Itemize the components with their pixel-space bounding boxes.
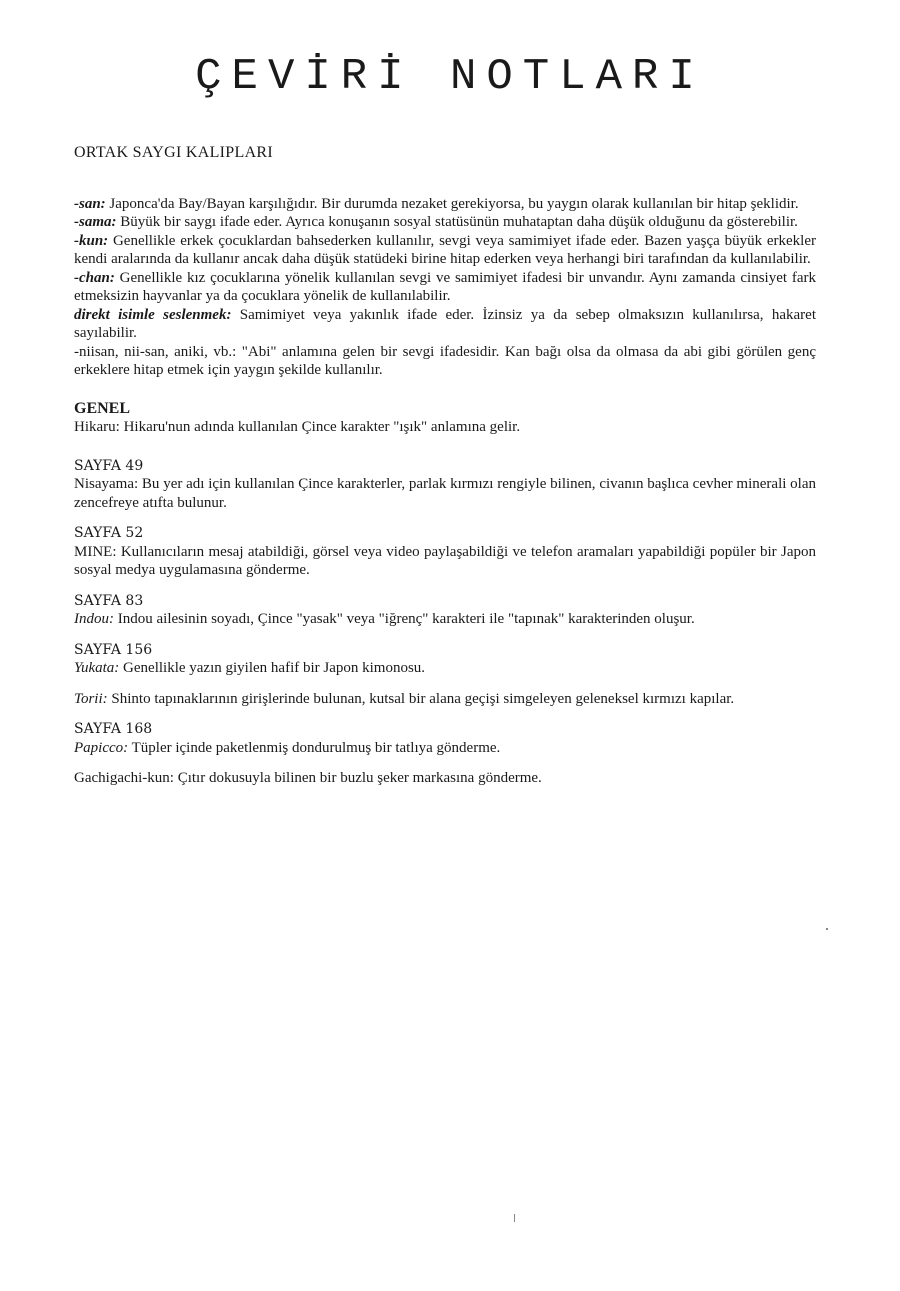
- note-text: Büyük bir saygı ifade eder. Ayrıca konuşanın sosyal statüsünün muhataptan daha düşük olduğunu da gösterebilir.: [116, 214, 798, 230]
- section-heading-general: GENEL: [74, 399, 131, 417]
- note-text: Indou ailesinin soyadı, Çince "yasak" veya "iğrenç" karakteri ile "tapınak" karakterinden oluşur.: [114, 611, 695, 627]
- page-heading-156: SAYFA 156: [74, 641, 153, 658]
- note-term: Papicco:: [74, 739, 129, 756]
- note-gachigachi: Gachigachi-kun: Çıtır dokusuyla bilinen bir buzlu şeker markasına gönderme.: [74, 770, 542, 786]
- note-papicco: [74, 739, 816, 758]
- note-text: Tüpler içinde paketlenmiş dondurulmuş bir tatlıya gönderme.: [128, 739, 501, 756]
- scan-speck: [514, 1214, 515, 1222]
- note-text: Japonca'da Bay/Bayan karşılığıdır. Bir durumda nezaket gerekiyorsa, bu yaygın olarak kullanılan bir hitap şeklidir.: [105, 195, 799, 212]
- note-term: direkt isimle seslenmek:: [74, 306, 232, 323]
- note-direct-name: [74, 306, 816, 343]
- page-heading-49: SAYFA 49: [74, 457, 144, 474]
- scan-speck: [826, 928, 828, 930]
- note-san: [74, 195, 816, 214]
- page-heading-52: SAYFA 52: [74, 525, 144, 541]
- note-niisan: [74, 343, 816, 380]
- note-text: Genellikle erkek çocuklardan bahsederken kullanılır, sevgi veya samimiyet ifade eder. Bazen yaşça büyük erkekler kendi aralarında da kullanır ancak daha düşük statüdeki birine hitap ederken veya herhangi biri tarafından da kullanılabilir.: [74, 232, 816, 267]
- note-term: -chan:: [74, 269, 115, 286]
- note-sama: [74, 213, 816, 232]
- note-kun: [74, 232, 816, 269]
- note-torii: [74, 690, 816, 709]
- note-text: -niisan, nii-san, aniki, vb.: "Abi" anlamına gelen bir sevgi ifadesidir. Kan bağı olsa da olmasa da abi gibi görülen genç erkeklere hitap etmek için yaygın şekilde kullanılır.: [74, 343, 816, 378]
- note-mine: MINE: Kullanıcıların mesaj atabildiği, görsel veya video paylaşabildiği ve telefon aramaları yapabildiği popüler bir Japon sosyal medya uygulamasına gönderme.: [74, 543, 816, 578]
- note-term: Indou:: [74, 611, 114, 627]
- note-term: Yukata:: [74, 660, 120, 676]
- note-text: Samimiyet veya yakınlık ifade eder. İzinsiz ya da sebep olmaksızın kullanılırsa, hakaret sayılabilir.: [74, 306, 816, 341]
- note-term: -sama:: [74, 214, 117, 230]
- note-text: Genellikle yazın giyilen hafif bir Japon kimonosu.: [119, 660, 426, 676]
- note-yukata: [74, 659, 816, 678]
- note-text: Genellikle kız çocuklarına yönelik kullanılan sevgi ve samimiyet ifadesi bir unvandır. Aynı zamanda cinsiyet fark etmeksizin hayvanlar ya da çocuklara yönelik de kullanılabilir.: [74, 269, 816, 304]
- notes-body: [74, 144, 816, 788]
- note-term: -kun:: [74, 232, 109, 249]
- note-term: Torii:: [74, 690, 108, 707]
- note-chan: [74, 269, 816, 306]
- note-hikaru: Hikaru: Hikaru'nun adında kullanılan Çince karakter "ışık" anlamına gelir.: [74, 419, 521, 435]
- section-heading-honorifics: ORTAK SAYGI KALIPLARI: [74, 144, 274, 161]
- note-nisayama: Nisayama: Bu yer adı için kullanılan Çince karakterler, parlak kırmızı rengiyle bilinen, civanın başlıca cevher minerali olan zencefreye atıfta bulunur.: [74, 476, 816, 511]
- note-term: -san:: [74, 195, 106, 212]
- page-heading-83: SAYFA 83: [74, 592, 144, 609]
- page-heading-168: SAYFA 168: [74, 721, 153, 737]
- note-text: Shinto tapınaklarının girişlerinde bulunan, kutsal bir alana geçişi simgeleyen geleneksel kırmızı kapılar.: [107, 690, 735, 707]
- note-indou: [74, 610, 816, 629]
- page-title: ÇEVİRİ NOTLARI: [195, 52, 705, 102]
